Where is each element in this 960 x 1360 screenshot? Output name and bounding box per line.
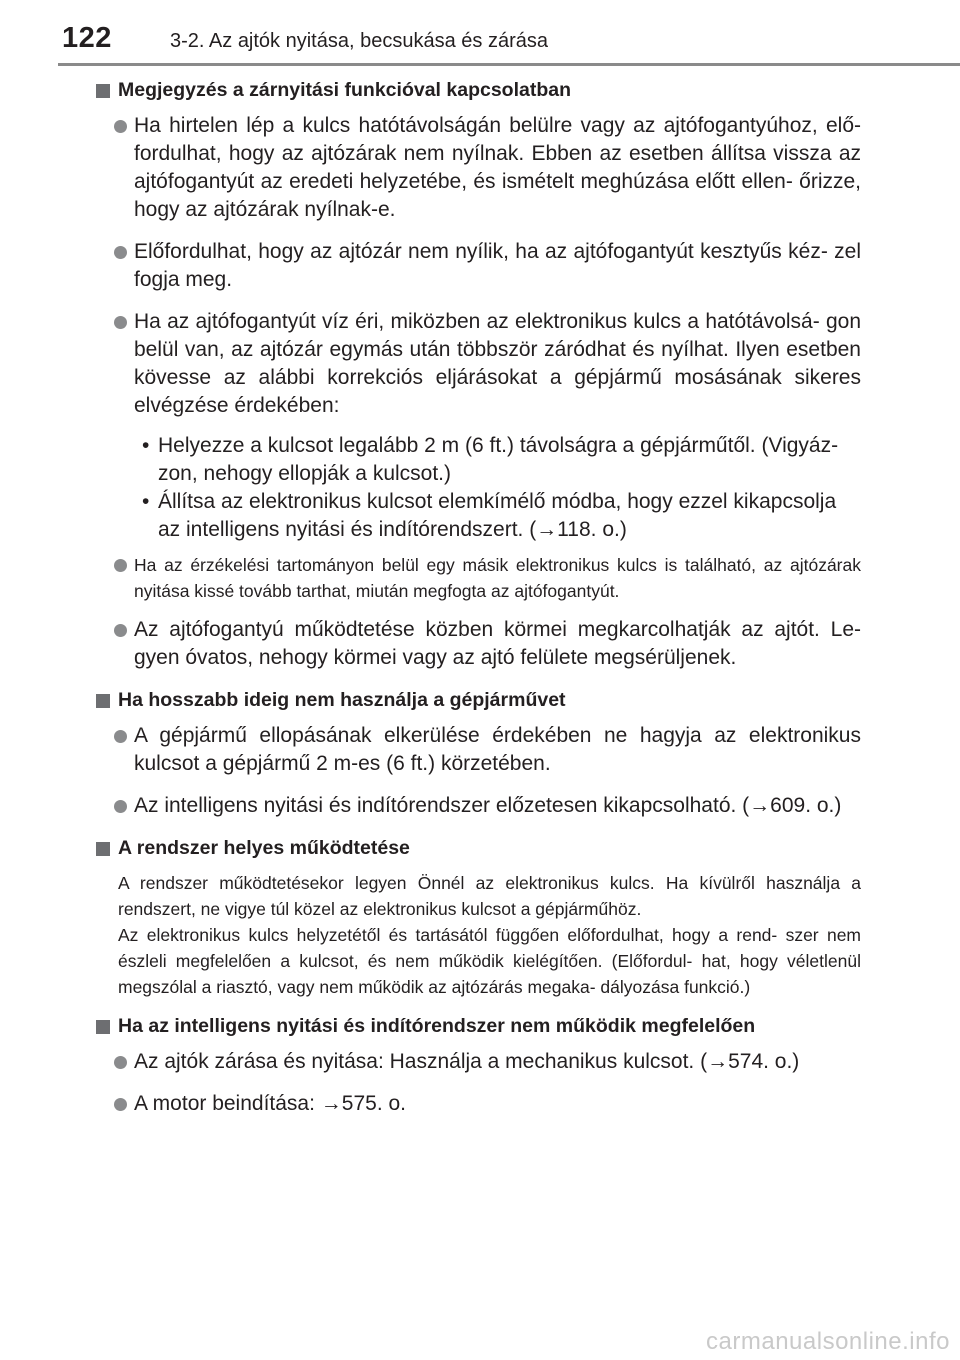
paragraph: Az elektronikus kulcs helyzetétől és tartásától függően előfordulhat, hogy a rend- szer nem észleli megfelelően a kulcsot, és nem működik kielégítően. (Előfordul- hat, hogy véletlenül megszólal a riasztó, vagy nem működik az ajtózárás megaka- dályozása funkció.) bbox=[118, 925, 861, 997]
list-item-text: Az ajtók zárása és nyitása: Használja a mechanikus kulcsot. (→574. o.) bbox=[134, 1050, 800, 1073]
section-title bbox=[96, 686, 861, 714]
list-item bbox=[96, 112, 861, 224]
page-header bbox=[0, 0, 960, 70]
list-item bbox=[96, 616, 861, 672]
sub-list-item bbox=[96, 488, 861, 544]
square-bullet-icon bbox=[96, 84, 110, 98]
list-item-text: A motor beindítása: →575. o. bbox=[134, 1092, 406, 1115]
circle-bullet-icon bbox=[114, 120, 127, 133]
sub-list bbox=[96, 432, 861, 544]
list-item bbox=[96, 1090, 861, 1118]
list-item-text: Ha az érzékelési tartományon belül egy másik elektronikus kulcs is található, az ajtózárak nyitása kissé tovább tarthat, miután megfogta az ajtófogantyút. bbox=[134, 555, 861, 601]
circle-bullet-icon bbox=[114, 800, 127, 813]
header-divider bbox=[58, 63, 960, 66]
section-title-text: Megjegyzés a zárnyitási funkcióval kapcsolatban bbox=[118, 79, 572, 101]
note-block bbox=[96, 870, 861, 1000]
list-item-text: A gépjármű ellopásának elkerülése érdekében ne hagyja az elektronikus kulcsot a gépjármű 2 m-es (6 ft.) körzetében. bbox=[134, 724, 861, 775]
circle-bullet-icon bbox=[114, 730, 127, 743]
page-content bbox=[96, 76, 861, 1132]
section-system-malfunction bbox=[96, 1012, 861, 1118]
dot-bullet-icon: • bbox=[142, 434, 150, 457]
square-bullet-icon bbox=[96, 1020, 110, 1034]
section-title bbox=[96, 76, 861, 104]
sub-list-item-text: Helyezze a kulcsot legalább 2 m (6 ft.) távolságra a gépjárműtől. (Vigyáz- zon, nehogy ellopják a kulcsot.) bbox=[158, 434, 839, 485]
circle-bullet-icon bbox=[114, 559, 127, 572]
section-title-text: A rendszer helyes működtetése bbox=[118, 837, 410, 859]
list-item-text: Ha az ajtófogantyút víz éri, miközben az elektronikus kulcs a hatótávolsá- gon belül van, az ajtózár egymás után többször záródhat és nyílhat. Ilyen esetben kövesse az alábbi korrekciós eljárásokat a gépjármű mosásának sikeres elvégzése érdekében: bbox=[134, 310, 861, 417]
section-title bbox=[96, 834, 861, 862]
circle-bullet-icon bbox=[114, 316, 127, 329]
square-bullet-icon bbox=[96, 842, 110, 856]
section-lock-release-note bbox=[96, 76, 861, 672]
circle-bullet-icon bbox=[114, 246, 127, 259]
chapter-title: 3-2. Az ajtók nyitása, becsukása és zárása bbox=[170, 30, 548, 52]
list-item-text: Ha hirtelen lép a kulcs hatótávolságán belülre vagy az ajtófogantyúhoz, elő- fordulhat, hogy az ajtózárak nem nyílnak. Ebben az esetben állítsa vissza az ajtófogantyút az eredeti helyzetébe, és ismételt meghúzása előtt ellen- őrizze, hogy az ajtózárak nyílnak-e. bbox=[134, 114, 861, 221]
section-title-text: Ha az intelligens nyitási és indítórendszer nem működik megfelelően bbox=[118, 1015, 756, 1037]
circle-bullet-icon bbox=[114, 1098, 127, 1111]
section-title bbox=[96, 1012, 861, 1040]
list-item bbox=[96, 722, 861, 778]
list-item bbox=[96, 552, 861, 604]
sub-list-item-text: Állítsa az elektronikus kulcsot elemkímélő módba, hogy ezzel kikapcsolja az intelligens nyitási és indítórendszert. (→118. o.) bbox=[158, 490, 837, 541]
list-item bbox=[96, 792, 861, 820]
list-item bbox=[96, 308, 861, 420]
circle-bullet-icon bbox=[114, 1056, 127, 1069]
paragraph: A rendszer működtetésekor legyen Önnél az elektronikus kulcs. Ha kívülről használja a rendszert, ne vigye túl közel az elektronikus kulcsot a gépjárműhöz. bbox=[118, 873, 861, 919]
dot-bullet-icon: • bbox=[142, 490, 150, 513]
sub-list-item bbox=[96, 432, 861, 488]
circle-bullet-icon bbox=[114, 624, 127, 637]
section-correct-operation bbox=[96, 834, 861, 1000]
list-item bbox=[96, 238, 861, 294]
page-number: 122 bbox=[62, 22, 112, 54]
list-item-text: Az intelligens nyitási és indítórendszer előzetesen kikapcsolható. (→609. o.) bbox=[134, 794, 842, 817]
section-title-text: Ha hosszabb ideig nem használja a gépjárművet bbox=[118, 689, 566, 711]
watermark: carmanualsonline.info bbox=[706, 1328, 950, 1355]
list-item-text: Előfordulhat, hogy az ajtózár nem nyílik, ha az ajtófogantyút kesztyűs kéz- zel fogja meg. bbox=[134, 240, 861, 291]
square-bullet-icon bbox=[96, 694, 110, 708]
list-item bbox=[96, 1048, 861, 1076]
list-item-text: Az ajtófogantyú működtetése közben körmei megkarcolhatják az ajtót. Le- gyen óvatos, nehogy körmei vagy az ajtó felülete megsérüljenek. bbox=[134, 618, 861, 669]
section-long-term-nonuse bbox=[96, 686, 861, 820]
